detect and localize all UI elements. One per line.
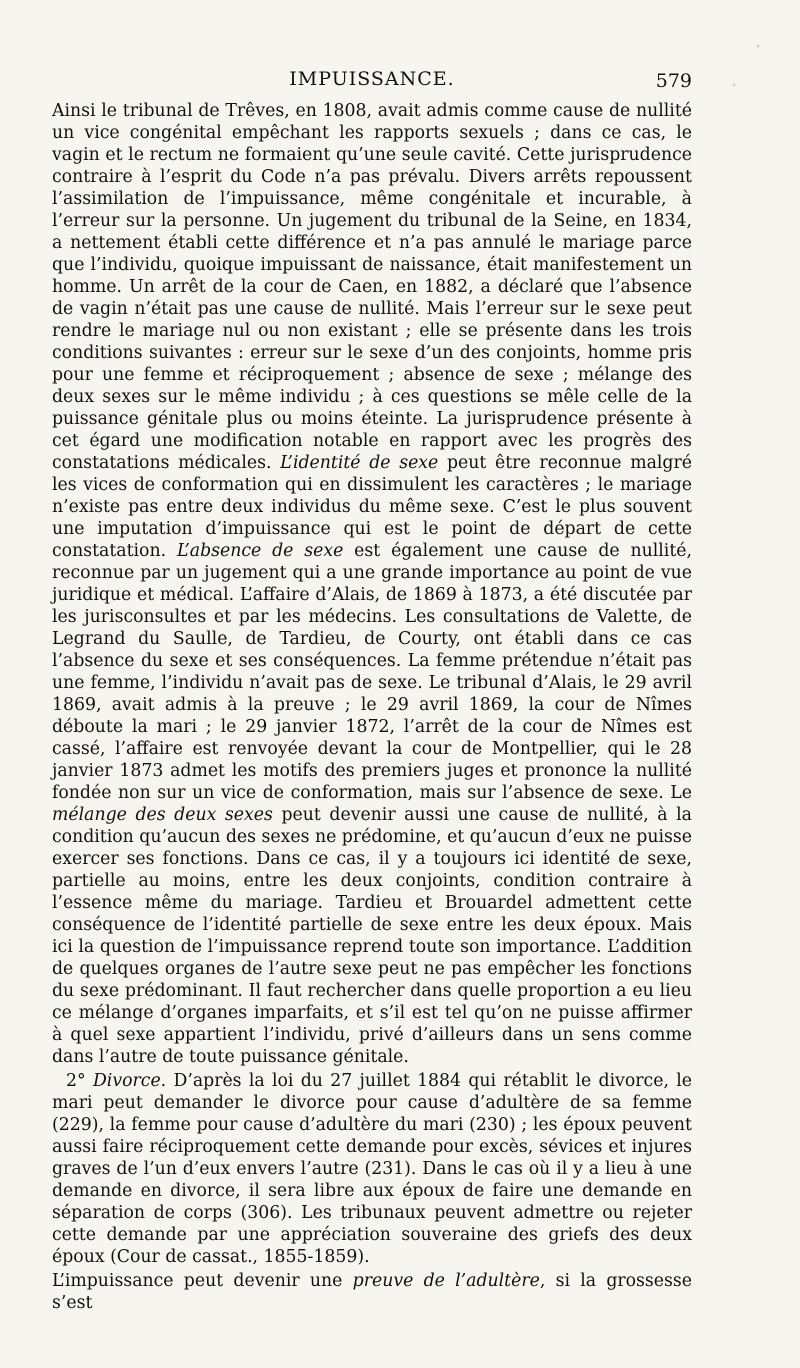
italic-run: L’absence de sexe xyxy=(176,541,344,561)
italic-run: preuve de l’adultère xyxy=(352,1271,540,1291)
text-run: est également une cause de nullité, reconnue par un jugement qui a une grande importance au point de vue juridique et médical. L’affaire d’Alais, de 1869 à 1873, a été discutée par les jurisconsultes et par les médecins. Les consultations de Valette, de Legrand du Saulle, de Tardieu, de Courty, ont établi dans ce cas l’absence du sexe et ses conséquences. La femme prétendue n’était pas une femme, l’individu n’avait pas de sexe. Le tribunal d’Alais, le 29 avril 1869, avait admis à la preuve ; le 29 avril 1869, la cour de Nîmes déboute la mari ; le 29 janvier 1872, l’arrêt de la cour de Nîmes est cassé, l’affaire est renvoyée devant la cour de Montpellier, qui le 28 janvier 1873 admet les motifs des premiers juges et prononce la nullité fondée non sur un vice de conformation, mais sur l’absence de sexe. Le xyxy=(52,541,692,803)
text-run: peut être reconnue malgré les vices de conformation qui en dissimulent les caractères ; le mariage n’existe pas entre deux individus du même sexe. C’est le plus souvent une imputation d’impuissance qui est le point de départ de cette constatation. xyxy=(52,453,692,561)
page-number: 579 xyxy=(655,70,692,92)
paragraph xyxy=(52,1070,692,1268)
text-run: peut devenir aussi une cause de nullité, à la condition qu’aucun des sexes ne prédomine, et qu’aucun d’eux ne puisse exercer ses fonctions. Dans ce cas, il y a toujours ici identité de sexe, partielle au moins, entre les deux conjoints, condition contraire à l’essence même du mariage. Tardieu et Brouardel admettent cette conséquence de l’identité partielle de sexe entre les deux époux. Mais ici la question de l’impuissance reprend toute son importance. L’addition de quelques organes de l’autre sexe peut ne pas empêcher les fonctions du sexe prédominant. Il faut rechercher dans quelle proportion a eu lieu ce mélange d’organes imparfaits, et s’il est tel qu’on ne puisse affirmer à quel sexe appartient l’individu, privé d’ailleurs dans un sens comme dans l’autre de toute puissance génitale. xyxy=(52,805,692,1067)
paragraph xyxy=(52,100,692,1068)
scan-margin-noise xyxy=(710,20,790,1320)
italic-run: mélange des deux sexes xyxy=(52,805,273,825)
text-run: , si la grossesse s’est xyxy=(52,1271,692,1313)
italic-run: L’identité de sexe xyxy=(280,453,439,473)
page-header xyxy=(52,68,692,98)
text-run: D’après la loi du 27 juillet 1884 qui rétablit le divorce, le mari peut demander le divorce pour cause d’adultère de sa femme (229), la femme pour cause d’adultère du mari (230) ; les époux peuvent aussi faire réciproquement cette demande pour excès, sévices et injures graves de l’un d’eux envers l’autre (231). Dans le cas où il y a lieu à une demande en divorce, il sera libre aux époux de faire une demande en séparation de corps (306). Les tribunaux peuvent admettre ou rejeter cette demande par une appréciation souveraine des griefs des deux époux (Cour de cassat., 1855-1859). xyxy=(52,1071,692,1267)
italic-run: Divorce. xyxy=(92,1071,167,1091)
text-run: 2° xyxy=(66,1071,93,1091)
running-head: IMPUISSANCE. xyxy=(289,68,455,90)
text-run: L’impuissance peut devenir une xyxy=(52,1271,353,1291)
body-text xyxy=(52,100,692,1314)
paragraph xyxy=(52,1270,692,1314)
text-run: Ainsi le tribunal de Trêves, en 1808, avait admis comme cause de nullité un vice congénital empêchant les rapports sexuels ; dans ce cas, le vagin et le rectum ne formaient qu’une seule cavité. Cette jurisprudence contraire à l’esprit du Code n’a pas prévalu. Divers arrêts repoussent l’assimilation de l’impuissance, même congénitale et incurable, à l’erreur sur la personne. Un jugement du tribunal de la Seine, en 1834, a nettement établi cette différence et n’a pas annulé le mariage parce que l’individu, quoique impuissant de naissance, était manifestement un homme. Un arrêt de la cour de Caen, en 1882, a déclaré que l’absence de vagin n’était pas une cause de nullité. Mais l’erreur sur le sexe peut rendre le mariage nul ou non existant ; elle se présente dans les trois conditions suivantes : erreur sur le sexe d’un des conjoints, homme pris pour une femme et réciproquement ; absence de sexe ; mélange des deux sexes sur le même individu ; à ces questions se mêle celle de la puissance génitale plus ou moins éteinte. La jurisprudence présente à cet égard une modification notable en rapport avec les progrès des constatations médicales. xyxy=(52,101,692,473)
